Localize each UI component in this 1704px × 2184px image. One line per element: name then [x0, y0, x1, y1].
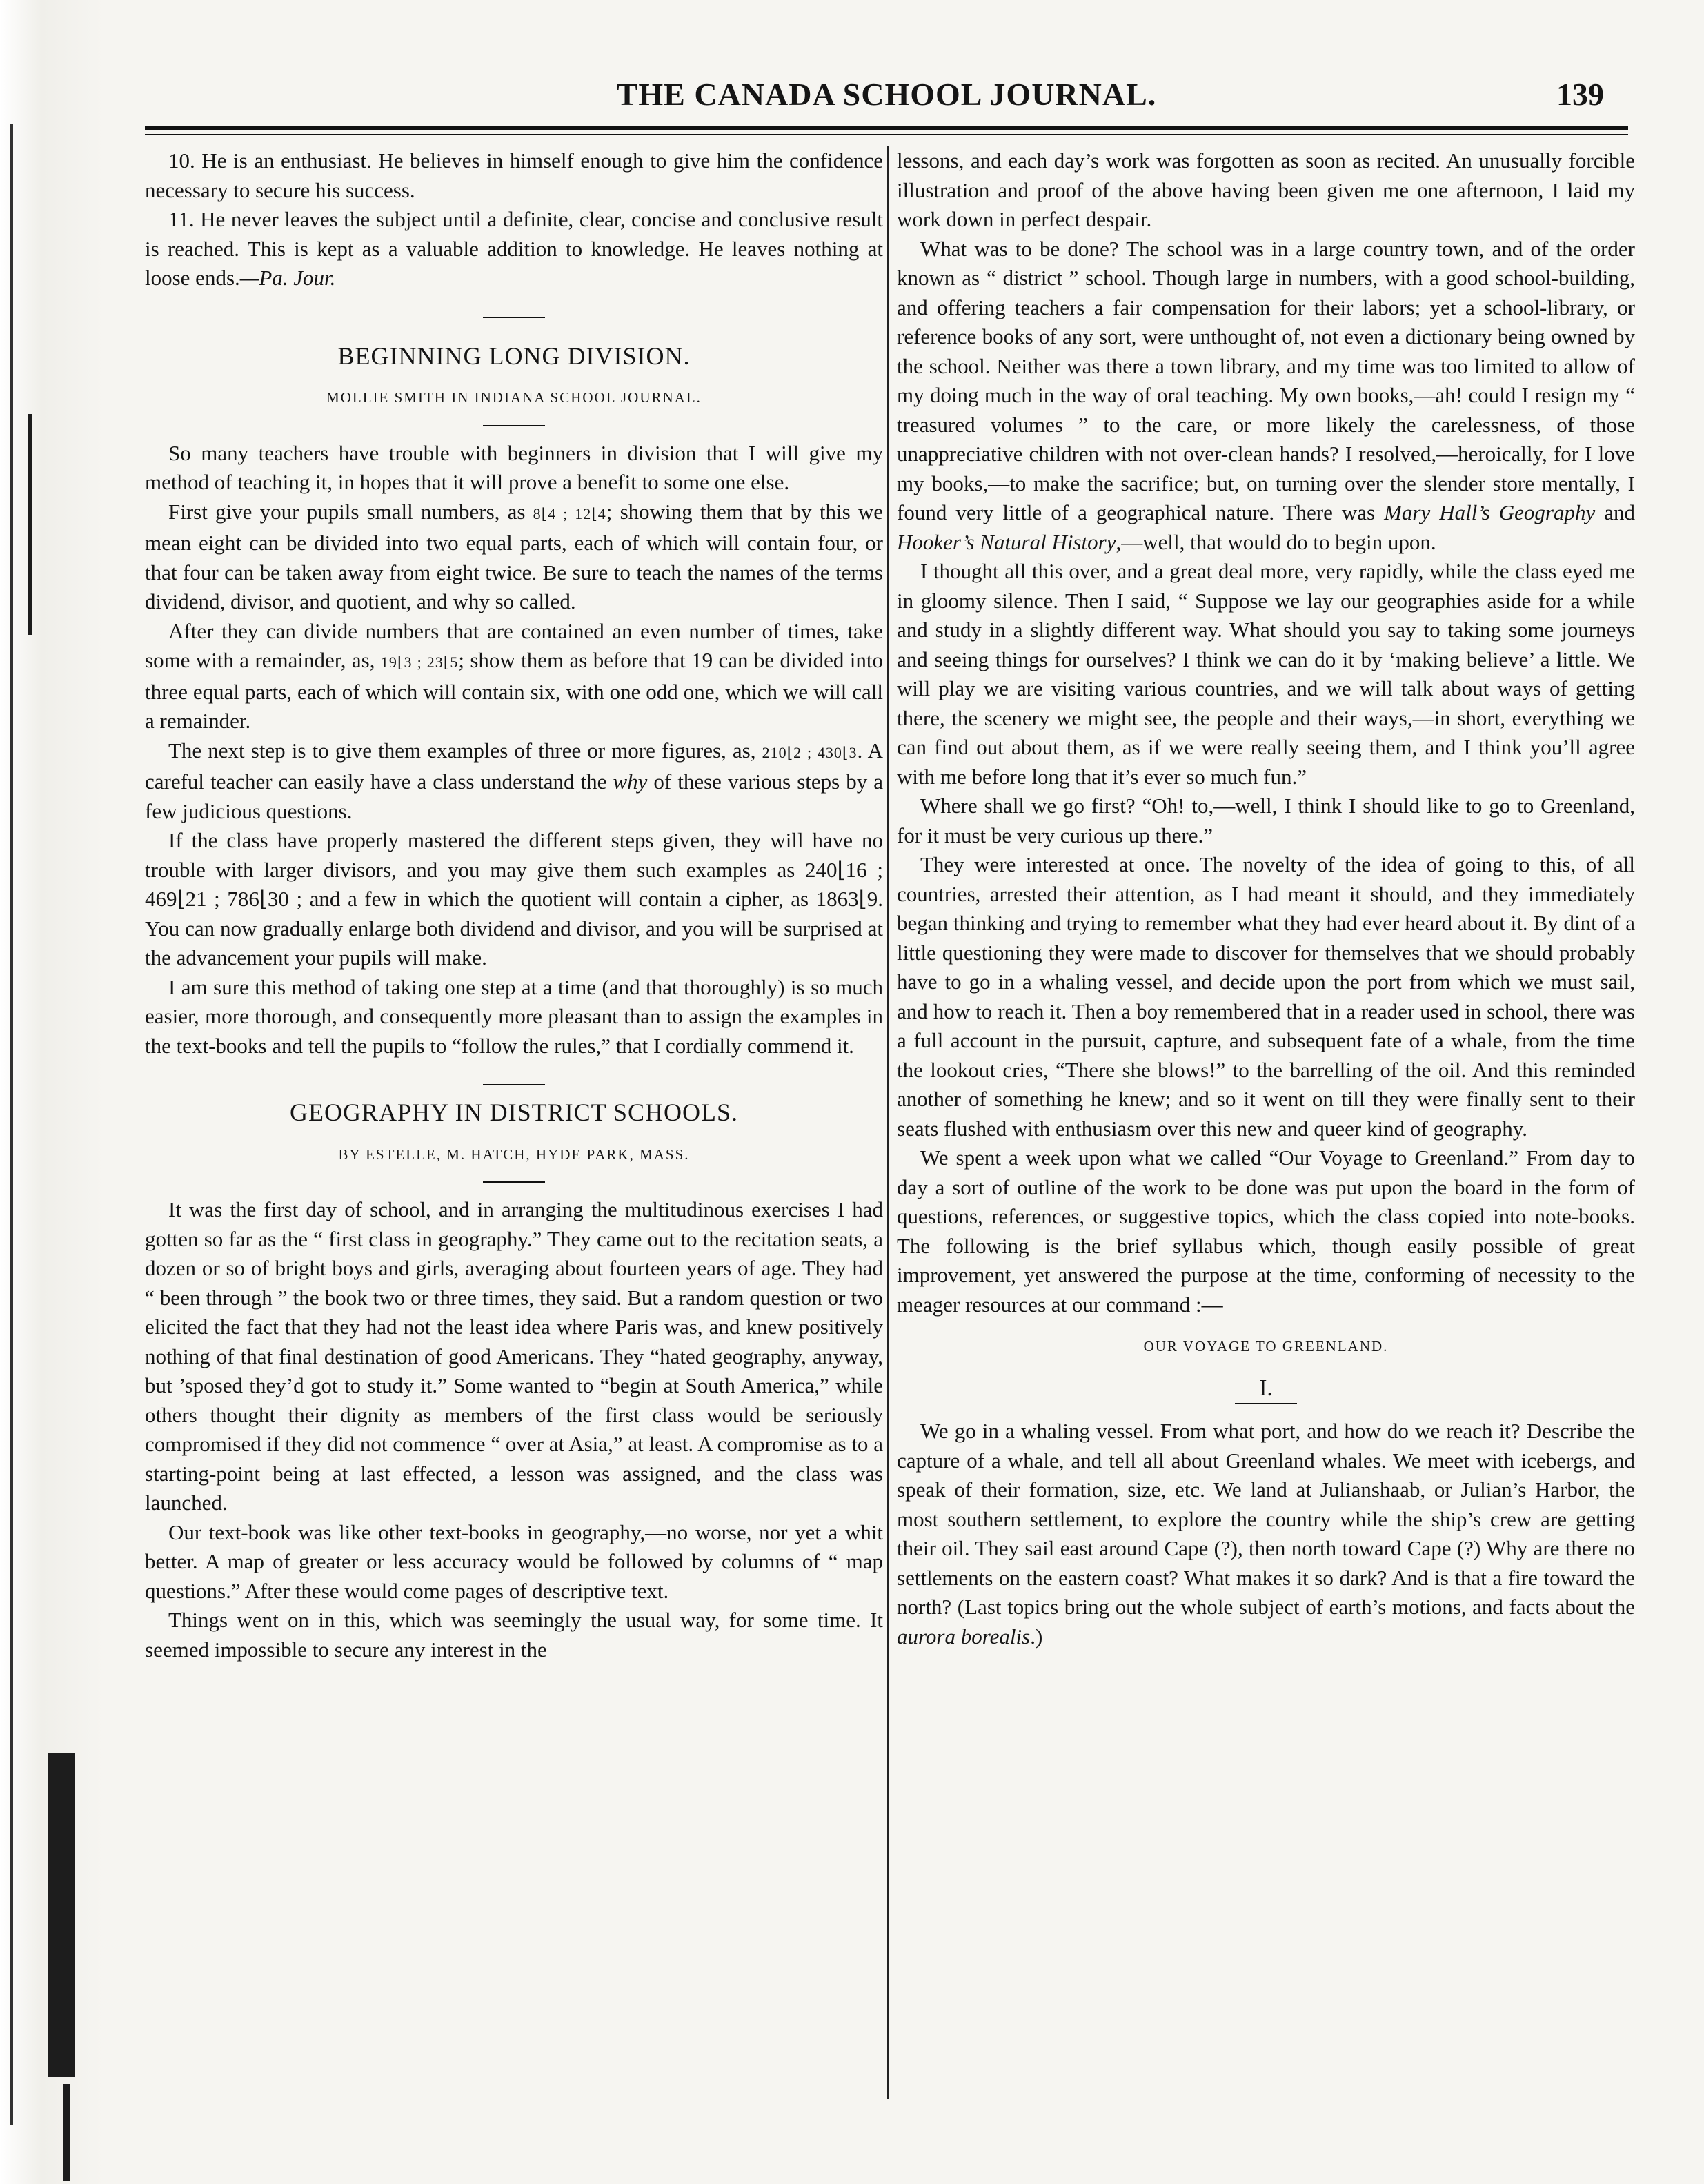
paragraph: So many teachers have trouble with beginners in division that I will give my method of teaching it, in hopes that it will prove a benefit to some one else. [145, 440, 883, 494]
binding-stain [48, 1753, 75, 2077]
division-example: 19⌊3 ; 23⌊5 [380, 653, 459, 671]
paragraph: I thought all this over, and a great deal more, very rapidly, while the class eyed me in gloomy silence. Then I said, “ Suppose we lay our geographies aside for a while and study in a slightly different way. What should you say to taking some journeys and seeing things for ourselves? I think we can do it by ‘making believe’ a little. We will play we are visiting various countries, and we will talk about ways of getting there, the scenery we might see, the people and their ways,—in short, everything we can find out about them, as if we were really seeing them, and I think you’ll agree with me before long that it’s ever so much fun.” [897, 559, 1635, 789]
paragraph: They were interested at once. The novelty of the idea of going to this, of all countries, arrested their attention, as I had meant it should, and they immediately began thinking and trying to remember what they had ever heard about it. By dint of a little questioning they were made to discover for themselves that we should probably have to go in a whaling vessel, and decide upon the port from which we must sail, and how to reach it. Then a boy remembered that in a reader used in school, there was a full account in the pursuit, capture, and subsequent fate of a whale, from the time the lookout cries, “There she blows!” to the barrelling of the oil. And this reminded another of something he knew; and so it went on till they were finally sent to their seats flushed with enthusiasm over this new and queer kind of geography. [897, 852, 1635, 1141]
binding-stain [63, 2084, 70, 2181]
right-column [897, 146, 1635, 1651]
paragraph [897, 1417, 1635, 1651]
text-run: .) [1030, 1624, 1043, 1649]
text-run: ; show them as before that 19 can be divided into three equal parts, each of which will contain six, with one odd one, which we will call a remainder. [145, 648, 884, 733]
division-example: 8⌊4 ; 12⌊4 [533, 504, 606, 522]
paragraph: lessons, and each day’s work was forgotten as soon as recited. An unusually forcible illustration and proof of the above having been given me one afternoon, I laid my work down in perfect despair. [897, 148, 1635, 231]
page-header [145, 76, 1628, 117]
text-run: After they can divide numbers that are contained an even number of times, take some with a remainder, as, [145, 618, 883, 672]
paragraph [145, 617, 883, 736]
text-run: The next step is to give them examples of three or more figures, as, [168, 738, 756, 763]
syllabus-title: OUR VOYAGE TO GREENLAND. [1143, 1338, 1389, 1355]
paragraph [897, 235, 1635, 558]
paragraph: The next step is to give them examples of three or more figures, as, 210⌊2 ; 430⌊3. A careful teacher can easily have a class understand the why of these various steps by a few judicious questions. [145, 738, 884, 823]
left-column [145, 146, 883, 1664]
paragraph: We spent a week upon what we called “Our Voyage to Greenland.” From day to day a sort of outline of the work to be done was put upon the board in the form of questions, references, or suggestive topics, which the class copied into note-books. The following is the brief syllabus which, though easily possible of great improvement, yet answered the purpose at the time, conforming of necessity to the meager resources at our command :— [897, 1145, 1635, 1317]
page-number: 139 [1556, 77, 1604, 112]
text-run: What was to be done? The school was in a large country town, and of the order known as “ district ” school. Though large in numbers, with a good school-building, and offering teachers a fair compensation for their labors; yet a school-library, or reference books of any sort, were unthought of, not even a dictionary being owned by the school. Neither was there a town library, and my time was too limited to allow of my doing much in the way of oral teaching. My own books,—ah! could I resign my “ treasured volumes ” to the care, or more likely the carelessness, of those unappreciative children with not over-clean hands? I resolved,—heroically, for I love my books,—to make the sacrifice; but, on turning over the slender store mentally, I found very little of a geographical nature. There was [897, 236, 1635, 524]
emphasis: aurora borealis [897, 1624, 1031, 1649]
paragraph: I am sure this method of taking one step at a time (and that thoroughly) is so much easier, more thorough, and consequently more pleasant than to assign the examples in the text-books and tell the pupils to “follow the rules,” that I cordially commend it. [145, 974, 883, 1058]
text-run: ; showing them that by this we mean eight can be divided into two equal parts, each of which will contain four, or that four can be taken away from eight twice. Be sure to teach the names of the terms dividend, divisor, and quotient, and why so called. [145, 499, 883, 613]
paragraph: Our text-book was like other text-books in geography,—no worse, nor yet a whit better. A map of greater or less accuracy would be followed by columns of “ map questions.” After these would come pages of descriptive text. [145, 1519, 883, 1603]
book-title: Hooker’s Natural History [897, 529, 1116, 554]
running-title: THE CANADA SCHOOL JOURNAL. [616, 77, 1157, 112]
text-run: of these various steps by a few judicious questions. [145, 769, 884, 823]
syllabus-section-number: I. [1259, 1375, 1273, 1401]
header-rule [145, 126, 1628, 130]
paragraph: Things went on in this, which was seemingly the usual way, for some time. It seemed impossible to secure any interest in the [145, 1608, 883, 1662]
text-run: and [1604, 500, 1636, 524]
source-credit: —Pa. Jour. [239, 266, 336, 290]
paragraph: It was the first day of school, and in arranging the multitudinous exercises I had gotten so far as the “ first class in geography.” They came out to the recitation seats, a dozen or so of bright boys and girls, averaging about fourteen years of age. They had “ been through ” the book two or three times, they said. But a random question or two elicited the fact that they had not the least idea where Paris was, and knew positively nothing of that final destination of good Americans. They “hated geography, anyway, but ’sposed they’d got to study it.” Some wanted to “begin at South America,” while others thought their dignity as members of the first class would be seriously compromised if they did not commence “ over at Asia,” at least. A compromise as to a starting-point being at last effected, a lesson was assigned, and the class was launched. [145, 1197, 883, 1515]
article-title-geography: GEOGRAPHY IN DISTRICT SCHOOLS. [289, 1099, 739, 1126]
emphasis: why [613, 769, 648, 794]
paragraph [145, 498, 883, 617]
division-example: 210⌊2 ; 430⌊3 [762, 743, 858, 761]
text-run: First give your pupils small numbers, as [168, 499, 526, 524]
binding-stain [28, 414, 32, 635]
text-run: ,—well, that would do to begin upon. [1116, 529, 1436, 554]
binding-stain [10, 124, 13, 2125]
text-run: A careful teacher can easily have a class understand the [145, 738, 884, 794]
paragraph: If the class have properly mastered the different steps given, they will have no trouble with larger divisors, and you may give them such examples as 240⌊16 ; 469⌊21 ; 786⌊30 ; and a few in which the quotient will contain a cipher, as 1863⌊9. You can now gradually enlarge both dividend and divisor, and you will be surprised at the advancement your pupils will make. [145, 828, 883, 970]
article-byline-long-division: MOLLIE SMITH IN INDIANA SCHOOL JOURNAL. [326, 389, 702, 406]
intro-item-11-text: 11. He never leaves the subject until a definite, clear, concise and conclusive result is reached. This is kept as a valuable addition to knowledge. He leaves nothing at loose ends. [145, 207, 883, 290]
article-byline-geography: BY ESTELLE, M. HATCH, HYDE PARK, MASS. [338, 1145, 690, 1163]
book-title: Mary Hall’s Geography [1384, 500, 1596, 524]
article-title-long-division: BEGINNING LONG DIVISION. [337, 342, 691, 370]
column-divider [887, 146, 889, 2099]
paragraph: Where shall we go first? “Oh! to,—well, I think I should like to go to Greenland, for it must be very curious up there.” [897, 794, 1635, 847]
text-run: We go in a whaling vessel. From what port, and how do we reach it? Describe the capture of a whale, and tell all about Greenland whales. We meet with icebergs, and speak of their formation, size, etc. We land at Julianshaab, or Julian’s Harbor, the most southern settlement, to explore the country while the ship’s crew are getting their oil. They sail east around Cape (?), then north toward Cape (?) Why are there no settlements on the eastern coast? What makes it so dark? And is that a fire toward the north? (Last topics bring out the whole subject of earth’s motions, and facts about the [897, 1419, 1635, 1619]
header-rule-thin [145, 134, 1628, 135]
intro-item-11 [145, 205, 883, 293]
intro-item-10: 10. He is an enthusiast. He believes in himself enough to give him the confidence necessary to secure his success. [145, 148, 883, 202]
